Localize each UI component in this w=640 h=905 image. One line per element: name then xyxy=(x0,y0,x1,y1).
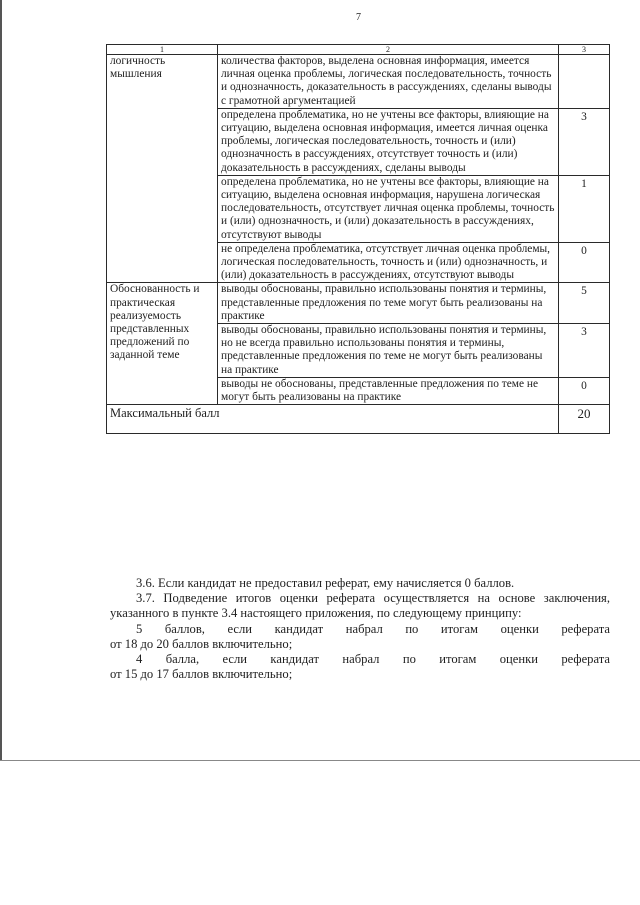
criterion-cell: логичность мышления xyxy=(107,55,218,283)
scan-bottom-edge xyxy=(0,760,640,761)
description-cell: выводы не обоснованы, представленные предложения по теме не могут быть реализованы на практике xyxy=(218,377,559,404)
description-cell: количества факторов, выделена основная информация, имеется личная оценка проблемы, логическая последовательность, точность и однозначность, доказательность в рассуждениях, сделаны выводы с грамотной аргументацией xyxy=(218,55,559,109)
body-text xyxy=(110,576,610,682)
total-row xyxy=(107,405,610,434)
table-header-row xyxy=(107,45,610,55)
table-row xyxy=(107,283,610,324)
criterion-cell: Обоснованность и практическая реализуемость представленных предложений по заданной теме xyxy=(107,283,218,405)
table-row xyxy=(107,55,610,109)
score-cell: 5 xyxy=(559,283,610,324)
score-cell: 3 xyxy=(559,108,610,175)
description-cell: определена проблематика, но не учтены все факторы, влияющие на ситуацию, выделена основная информация, нарушена логическая последовательность, отсутствует личная оценка проблемы, точность и (или) однозначность, и (или) доказательность в рассуждениях, отсутствуют выводы xyxy=(218,175,559,242)
description-cell: не определена проблематика, отсутствует личная оценка проблемы, логическая последовательность, точность и (или) однозначность, и (или) доказательность в рассуждениях, отсутствуют выводы xyxy=(218,242,559,283)
scan-edge xyxy=(0,0,2,760)
header-col-1: 1 xyxy=(107,45,218,55)
score-cell: 3 xyxy=(559,324,610,378)
paragraph-5-points-line-1: 5 баллов, если кандидат набрал по итогам оценки реферата xyxy=(136,621,610,636)
total-label: Максимальный балл xyxy=(107,405,559,434)
paragraph-3-6: 3.6. Если кандидат не предоставил реферат, ему начисляется 0 баллов. xyxy=(136,576,515,590)
score-cell: 0 xyxy=(559,242,610,283)
header-col-3: 3 xyxy=(559,45,610,55)
total-value: 20 xyxy=(559,405,610,434)
score-cell xyxy=(559,55,610,109)
paragraph-3-7: 3.7. Подведение итогов оценки реферата осуществляется на основе заключения, указанного в пункте 3.4 настоящего приложения, по следующему принципу: xyxy=(110,591,610,621)
paragraph-5-points-line-2: от 18 до 20 баллов включительно; xyxy=(110,636,293,651)
description-cell: выводы обоснованы, правильно использованы понятия и термины, представленные предложения по теме могут быть реализованы на практике xyxy=(218,283,559,324)
score-cell: 1 xyxy=(559,175,610,242)
description-cell: определена проблематика, но не учтены все факторы, влияющие на ситуацию, выделена основная информация, имеется личная оценка проблемы, логическая последовательность, точность и (или) однозначность в рассуждениях, отсутствует точность и (или) доказательность в рассуждениях, сделаны выводы xyxy=(218,108,559,175)
description-cell: выводы обоснованы, правильно использованы понятия и термины, но не всегда правильно использованы понятия и термины, представленные предложения по теме не могут быть реализованы на практике xyxy=(218,324,559,378)
criteria-table xyxy=(106,44,610,434)
score-cell: 0 xyxy=(559,377,610,404)
paragraph-4-points-line-2: от 15 до 17 баллов включительно; xyxy=(110,667,293,682)
paragraph-4-points-line-1: 4 балла, если кандидат набрал по итогам оценки реферата xyxy=(136,652,610,667)
page-number: 7 xyxy=(356,12,361,23)
header-col-2: 2 xyxy=(218,45,559,55)
